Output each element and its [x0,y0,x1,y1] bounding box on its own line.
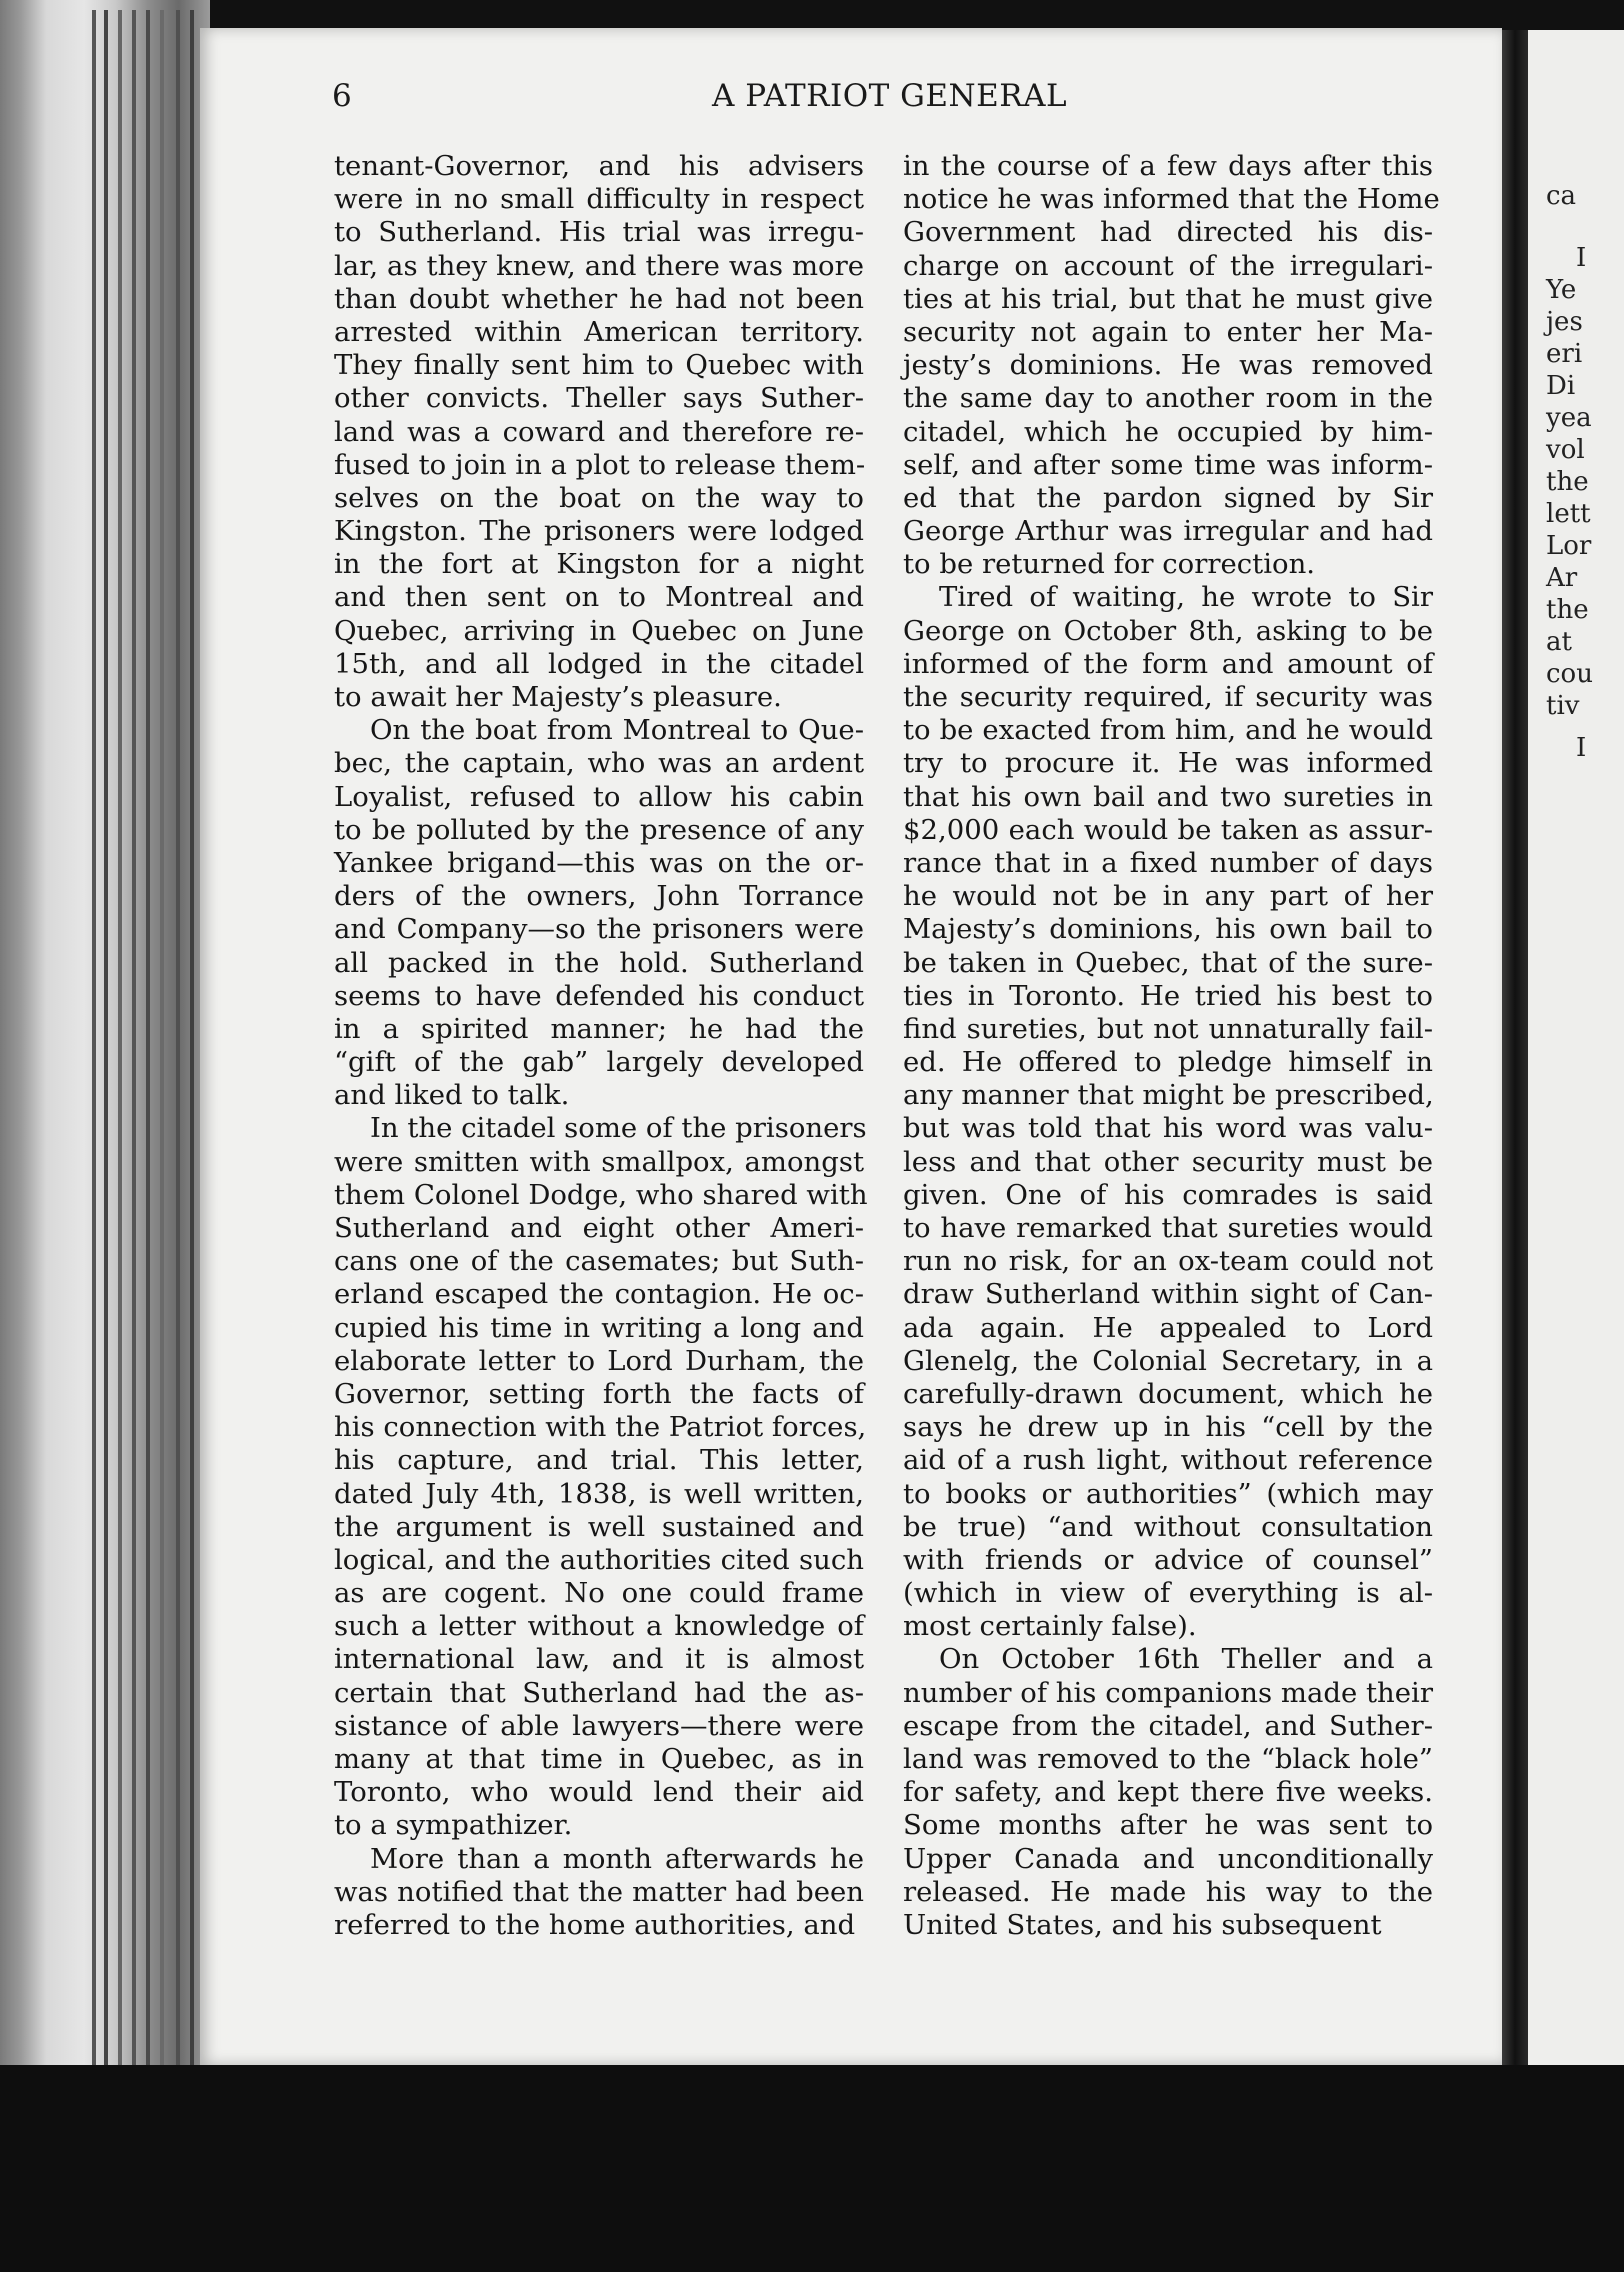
text-line: the security required, if security was [903,681,1433,713]
text-line: in the fort at Kingston for a night [334,548,864,581]
text-line: and Company—so the prisoners were [334,913,864,946]
text-line: as are cogent. No one could frame [334,1577,864,1610]
text-line: Yankee brigand—this was on the or- [334,846,864,879]
text-line: charge on account of the irregulari- [903,249,1433,282]
text-line: released. He made his way to the [903,1875,1433,1908]
text-line: the same day to another room in the [903,382,1433,415]
facing-page-text: ca [1546,181,1577,211]
paragraph [334,1112,868,1842]
text-line: informed of the form and amount of [903,647,1433,680]
text-line: to await her Majesty’s pleasure. [334,681,782,713]
text-line: lar, as they knew, and there was more [334,249,864,282]
paragraph [903,1643,1433,1942]
paragraph [334,1843,864,1943]
text-line: citadel, which he occupied by him- [903,415,1433,448]
text-line: Upper Canada and unconditionally [903,1842,1433,1875]
text-line: Majesty’s dominions, his own bail to [903,913,1433,946]
text-line: referred to the home authorities, and [334,1908,856,1941]
text-line: draw Sutherland within sight of Can- [903,1278,1433,1311]
facing-page-text: tiv [1546,691,1580,721]
text-line: Quebec, arriving in Quebec on June [334,614,864,647]
text-line: “gift of the gab” largely developed [334,1046,864,1079]
facing-page-text: Ar [1546,563,1578,593]
paragraph [903,150,1440,581]
text-line: ties at his trial, but that he must give [903,282,1433,315]
text-line: self, and after some time was inform- [903,448,1433,481]
text-line: George Arthur was irregular and had [903,515,1433,548]
text-line: selves on the boat on the way to [334,481,864,514]
text-line: says he drew up in his “cell by the [903,1411,1433,1444]
text-line: the argument is well sustained and [334,1510,864,1543]
text-line: ed. He offered to pledge himself in [903,1046,1433,1079]
text-line: George on October 8th, asking to be [903,614,1433,647]
text-line: to a sympathizer. [334,1809,573,1842]
text-line: cupied his time in writing a long and [334,1311,864,1344]
text-line: seems to have defended his conduct [334,979,864,1012]
facing-page-fragment [1528,30,1624,2065]
text-line: given. One of his comrades is said [903,1178,1433,1211]
text-line: to be exacted from him, and he would [903,714,1433,747]
text-line: carefully-drawn document, which he [903,1377,1433,1410]
facing-page-text: vol [1546,435,1585,465]
text-line: aid of a rush light, without reference [903,1444,1433,1477]
text-line: logical, and the authorities cited such [334,1543,864,1576]
text-line: Governor, setting forth the facts of [334,1377,864,1410]
text-line: such a letter without a knowledge of [334,1610,864,1643]
right-text-column [903,150,1440,1942]
text-line: that his own bail and two sureties in [903,780,1433,813]
text-line: but was told that his word was valu- [903,1112,1433,1145]
facing-page-text: jes [1546,307,1583,337]
text-line: On October 16th Theller and a [939,1643,1433,1676]
text-line: his connection with the Patriot forces, [334,1411,867,1444]
text-line: Some months after he was sent to [903,1809,1433,1842]
text-line: less and that other security must be [903,1145,1433,1178]
text-line: run no risk, for an ox-team could not [903,1245,1433,1278]
text-line: in a spirited manner; he had the [334,1012,864,1045]
text-line: international law, and it is almost [334,1643,864,1676]
text-line: tenant-Governor, and his advisers [334,150,864,182]
text-line: notice he was informed that the Home [903,183,1440,216]
text-line: to Sutherland. His trial was irregu- [334,216,864,249]
text-line: Kingston. The prisoners were lodged [334,515,864,548]
facing-page-text: Lor [1546,531,1592,561]
paragraph [334,714,864,1112]
facing-page-text: the [1546,467,1589,497]
text-line: erland escaped the contagion. He oc- [334,1278,864,1311]
left-text-column [334,150,868,1942]
text-line: and liked to talk. [334,1079,570,1112]
text-line: arrested within American territory. [334,315,864,348]
text-line: any manner that might be prescribed, [903,1079,1434,1112]
text-line: other convicts. Theller says Suther- [334,382,864,415]
text-line: find sureties, but not unnaturally fail- [903,1012,1433,1045]
facing-page-text: at [1546,627,1572,657]
text-line: ed that the pardon signed by Sir [903,481,1433,514]
text-line: security not again to enter her Ma- [903,315,1433,348]
text-line: Sutherland and eight other Ameri- [334,1212,864,1244]
facing-page-text: I [1576,243,1587,273]
book-page-stack [0,0,210,2065]
text-line: ties in Toronto. He tried his best to [903,979,1433,1012]
facing-page-text: Di [1546,371,1576,401]
running-title: A PATRIOT GENERAL [712,78,1068,114]
text-line: were smitten with smallpox, amongst [334,1145,864,1178]
paragraph [903,581,1433,1643]
text-line: for safety, and kept there five weeks. [903,1776,1433,1809]
text-line: to be returned for correction. [903,548,1316,581]
text-line: Toronto, who would lend their aid [334,1776,864,1809]
text-line: be true) “and without consultation [903,1510,1433,1543]
text-line: to books or authorities” (which may [903,1477,1433,1510]
text-line: cans one of the casemates; but Suth- [334,1245,864,1278]
text-line: all packed in the hold. Sutherland [334,946,864,979]
text-line: United States, and his subsequent [903,1908,1382,1941]
text-line: he would not be in any part of her [903,880,1433,913]
text-line: land was removed to the “black hole” [903,1743,1433,1775]
facing-page-text: the [1546,595,1589,625]
facing-page-text: eri [1546,339,1583,369]
text-line: many at that time in Quebec, as in [334,1743,864,1775]
text-line: in the course of a few days after this [903,150,1433,182]
text-line: ders of the owners, John Torrance [334,880,864,913]
text-line: was notified that the matter had been [334,1875,864,1908]
text-line: most certainly false). [903,1610,1197,1643]
text-line: sistance of able lawyers—there were [334,1709,864,1742]
text-line: More than a month afterwards he [370,1842,864,1875]
text-line: Glenelg, the Colonial Secretary, in a [903,1344,1433,1377]
text-line: certain that Sutherland had the as- [334,1676,864,1709]
facing-page-text: cou [1546,659,1593,689]
text-line: Government had directed his dis- [903,216,1433,249]
text-line: than doubt whether he had not been [334,282,864,315]
text-line: his capture, and trial. This letter, [334,1444,864,1477]
text-line: fused to join in a plot to release them- [334,448,866,481]
page-number: 6 [332,78,353,114]
text-line: Tired of waiting, he wrote to Sir [939,581,1433,614]
book-gutter [1502,30,1528,2065]
text-line: to have remarked that sureties would [903,1212,1433,1244]
text-line: to be polluted by the presence of any [334,813,864,846]
facing-page-text: Ye [1546,275,1577,305]
text-line: escape from the citadel, and Suther- [903,1709,1433,1742]
text-line: and then sent on to Montreal and [334,581,864,614]
text-line: 15th, and all lodged in the citadel [334,647,864,680]
text-line: They finally sent him to Quebec with [334,349,864,382]
scanner-background [0,2065,1624,2272]
text-line: be taken in Quebec, that of the sure- [903,946,1433,979]
text-line: On the boat from Montreal to Que- [370,714,864,747]
text-line: try to procure it. He was informed [903,747,1433,780]
text-line: dated July 4th, 1838, is well written, [334,1477,864,1510]
text-line: them Colonel Dodge, who shared with [334,1178,868,1211]
text-line: ada again. He appealed to Lord [903,1311,1433,1344]
text-line: Loyalist, refused to allow his cabin [334,780,864,813]
text-line: $2,000 each would be taken as assur- [903,813,1433,846]
paragraph [334,150,864,714]
text-line: number of his companions made their [903,1676,1433,1709]
page-header [332,78,1422,118]
text-line: were in no small difficulty in respect [334,183,864,216]
text-line: rance that in a fixed number of days [903,846,1433,879]
facing-page-text: yea [1546,403,1592,433]
text-line: bec, the captain, who was an ardent [334,747,864,780]
facing-page-text: I [1576,733,1587,763]
text-line: (which in view of everything is al- [903,1577,1433,1610]
text-line: jesty’s dominions. He was removed [903,349,1433,382]
text-line: land was a coward and therefore re- [334,415,864,448]
text-line: with friends or advice of counsel” [903,1543,1433,1576]
text-line: elaborate letter to Lord Durham, the [334,1344,864,1377]
facing-page-text: lett [1546,499,1591,529]
text-line: In the citadel some of the prisoners [370,1112,867,1145]
